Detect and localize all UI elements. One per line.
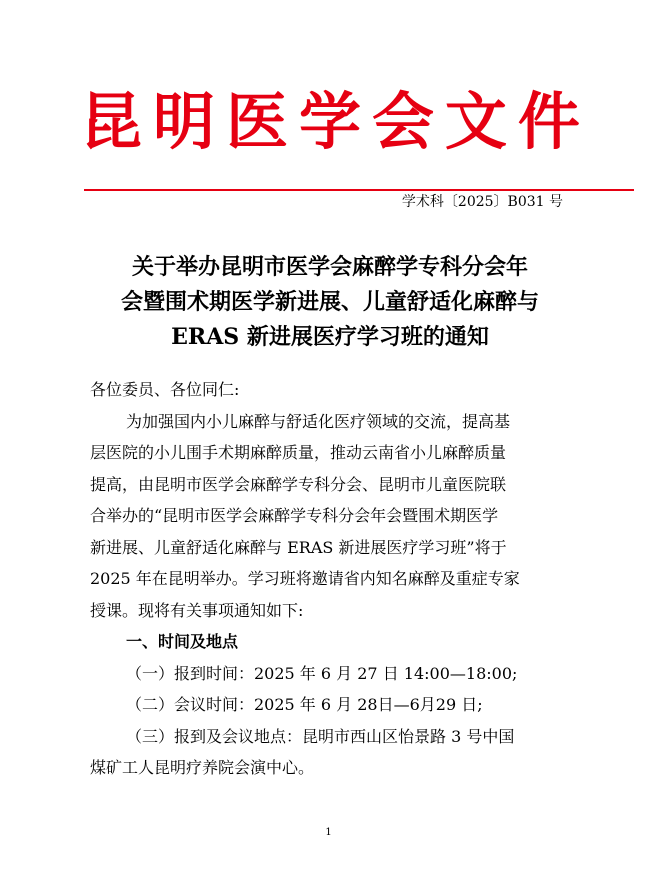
- body-line: 2025 年在昆明举办。学习班将邀请省内知名麻醉及重症专家: [90, 569, 520, 588]
- section-item: （三）报到及会议地点：昆明市西山区怡景路 3 号中国: [126, 726, 515, 746]
- masthead-title: [80, 82, 580, 162]
- section-item: （二）会议时间：2025 年 6 月 28日—6月29 日;: [126, 695, 483, 714]
- masthead-char: 明: [152, 85, 215, 158]
- body-line: 授课。现将有关事项通知如下:: [90, 600, 304, 620]
- section-heading: 一、时间及地点: [126, 632, 239, 651]
- red-divider-line: [84, 189, 634, 191]
- page-number: 1: [325, 827, 332, 838]
- masthead-char: 件: [517, 85, 580, 158]
- title-line: 关于举办昆明市医学会麻醉学专科分会年: [131, 254, 528, 280]
- masthead-char: 昆: [80, 85, 143, 158]
- masthead-char: 医: [225, 85, 288, 158]
- notice-body: [90, 374, 570, 784]
- body-line: 新进展、儿童舒适化麻醉与 ERAS 新进展医疗学习班”将于: [90, 537, 507, 557]
- body-line: 为加强国内小儿麻醉与舒适化医疗领域的交流，提高基: [126, 411, 511, 431]
- title-line: 会暨围术期医学新进展、儿童舒适化麻醉与: [120, 289, 539, 315]
- masthead-char: 文: [444, 85, 507, 158]
- section-item: （一）报到时间：2025 年 6 月 27 日 14:00—18:00;: [126, 663, 518, 683]
- body-line: 层医院的小儿围手术期麻醉质量，推动云南省小儿麻醉质量: [90, 443, 507, 462]
- body-line: 提高，由昆明市医学会麻醉学专科分会、昆明市儿童医院联: [90, 474, 507, 494]
- document-number: 学术科〔2025〕B031 号: [401, 194, 563, 210]
- salutation: 各位委员、各位同仁:: [90, 380, 240, 399]
- masthead-char: 会: [371, 85, 434, 158]
- body-line: 合举办的“昆明市医学会麻醉学专科分会年会暨围术期医学: [90, 506, 499, 525]
- notice-title: [80, 250, 580, 355]
- title-line: ERAS 新进展医疗学习班的通知: [171, 324, 489, 350]
- masthead-char: 学: [298, 85, 361, 158]
- section-item-continuation: 煤矿工人昆明疗养院会演中心。: [90, 758, 315, 777]
